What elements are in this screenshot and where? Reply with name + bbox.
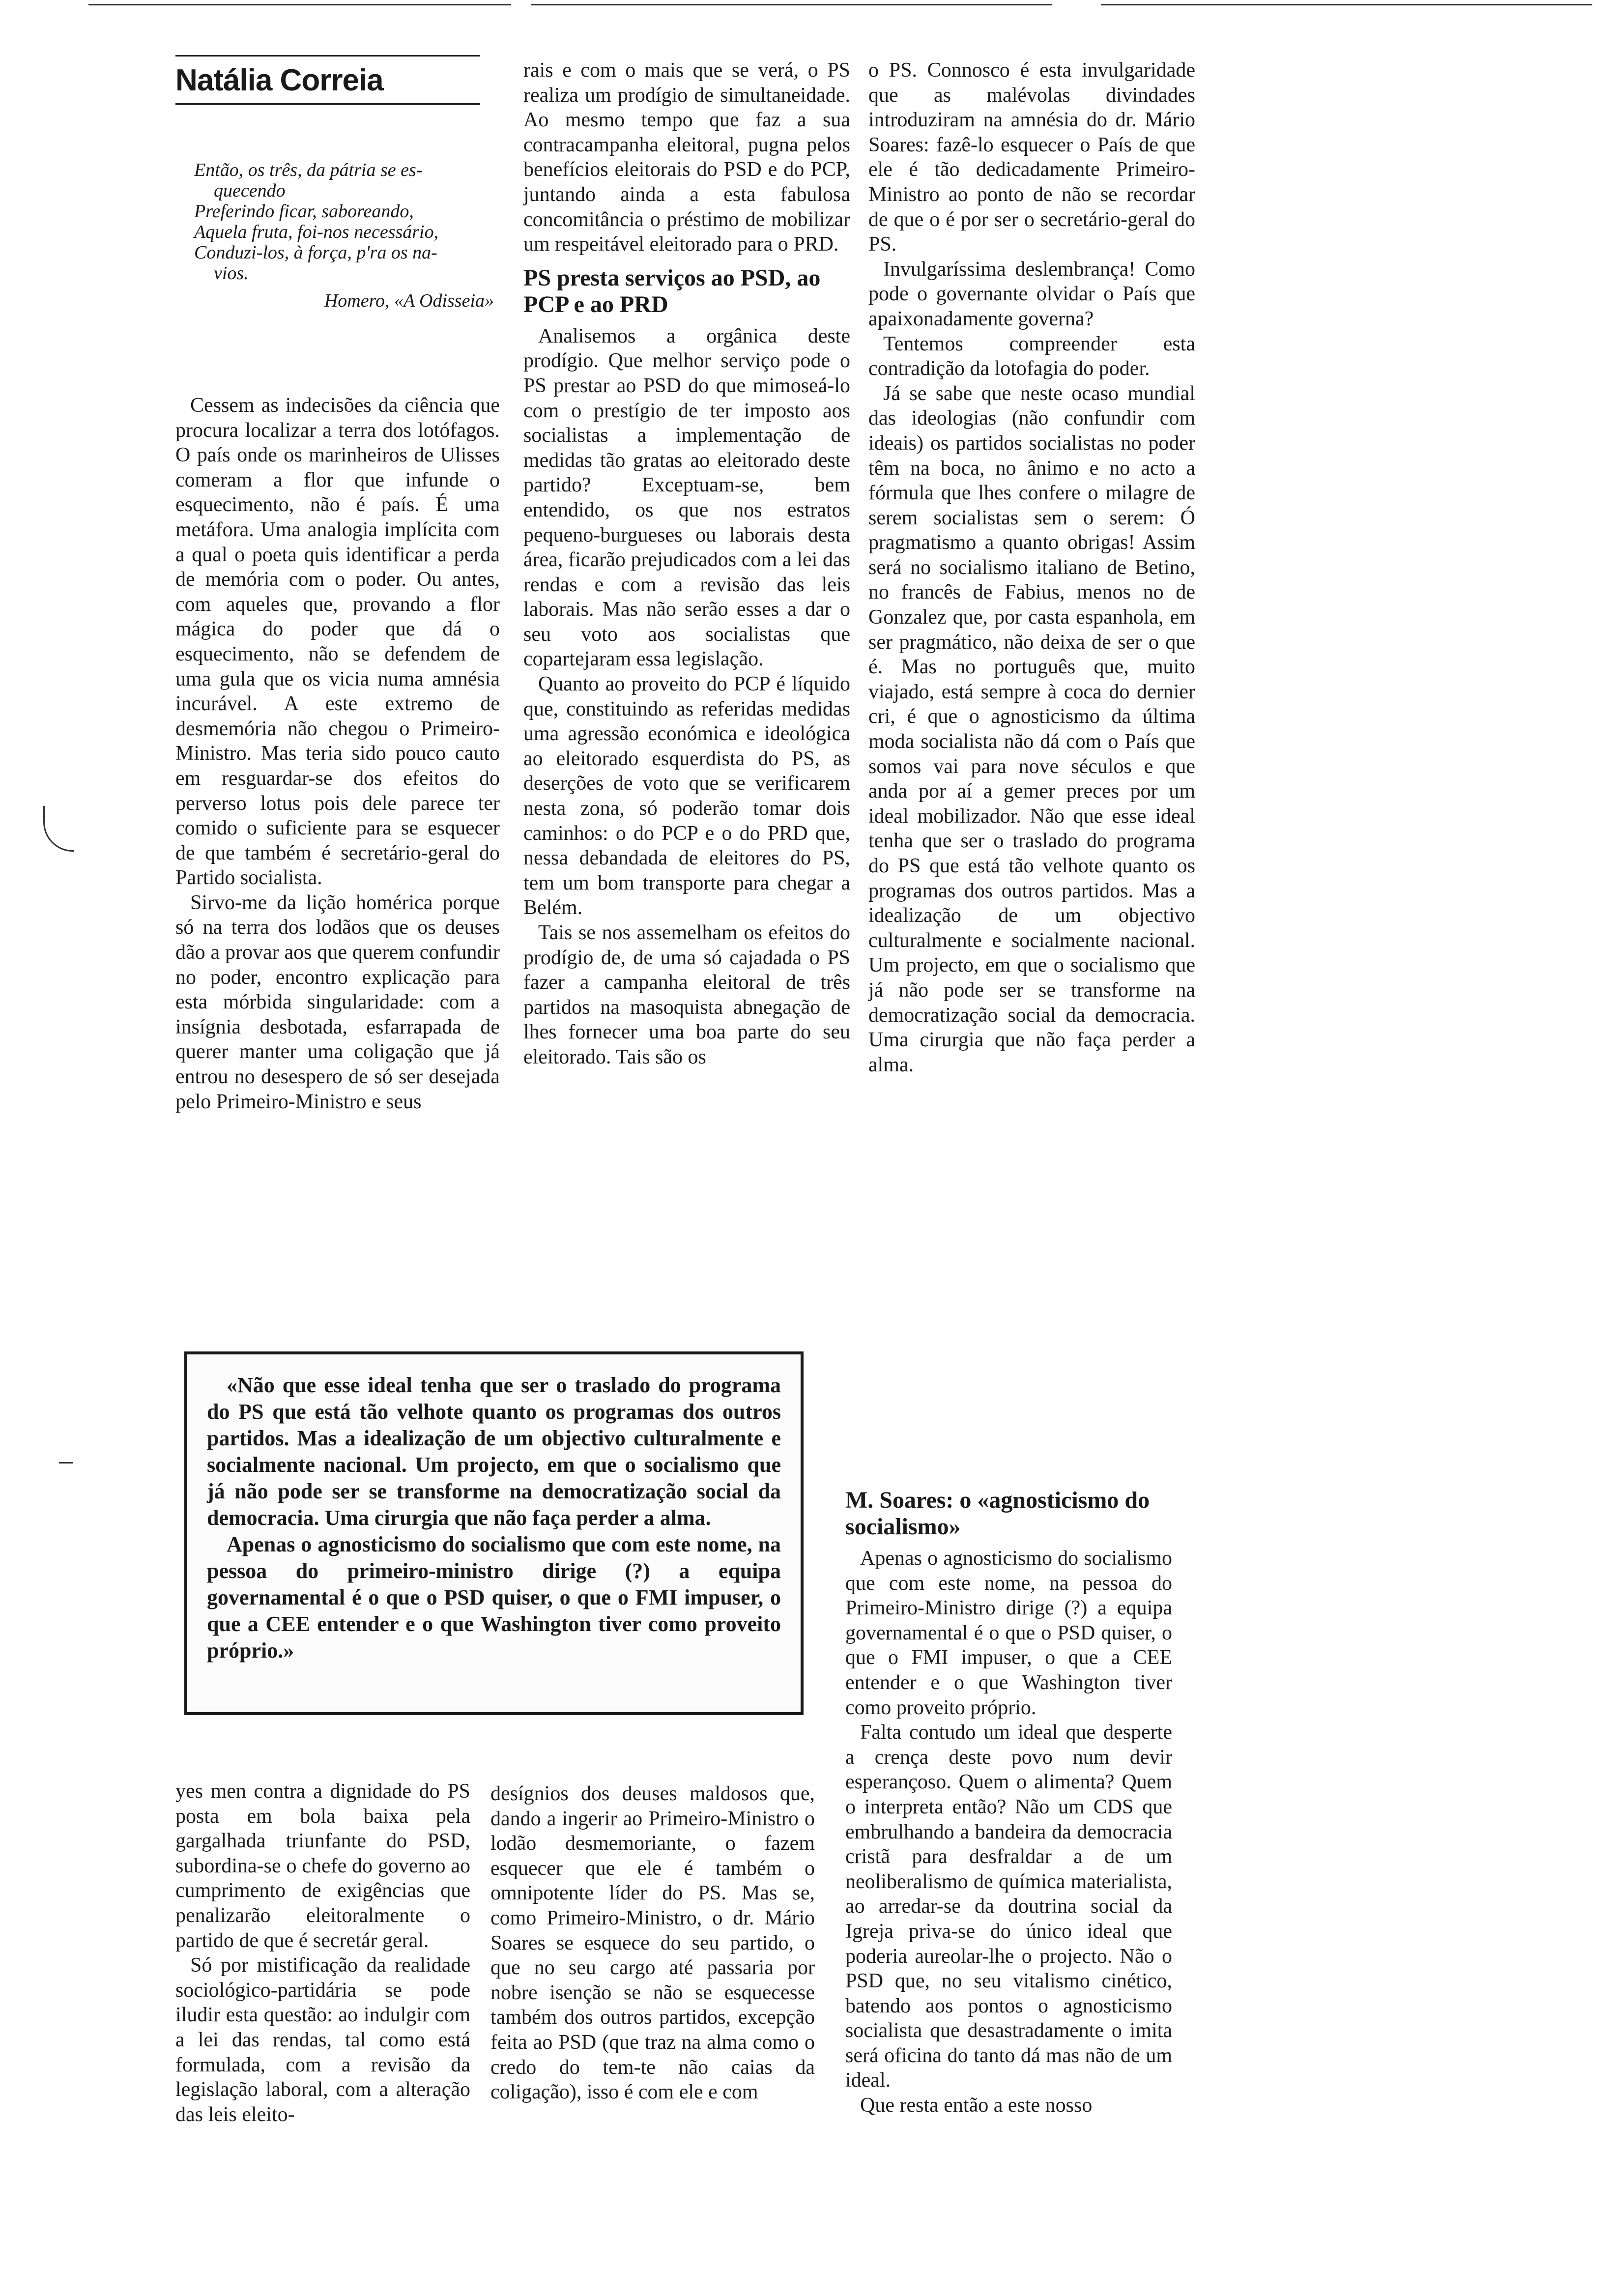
paragraph: Só por mistificação da realidade sociológico-partidária se pode iludir esta questão: ao indulgir com a lei das rendas, tal como está formulada, com a revisão da legislação laboral, com a alteração das leis eleito-: [175, 1954, 470, 2126]
pull-quote-box: [184, 1351, 804, 1715]
paragraph: Já se sabe que neste ocaso mundial das ideologias (não confundir com ideais) os partidos socialistas no poder têm na boca, no ânimo e no acto a fórmula que lhes confere o milagre de serem socialistas sem o serem: Ó pragmatismo a quanto obrigas! Assim será no socialismo italiano de Betino, no francês de Fabius, menos no de Gonzalez que, por casta espanhola, em ser pragmático, não deixa de ser o que é. Mas no português que, muito viajado, está sempre à coca do dernier cri, é que o agnosticismo da última moda socialista não dá com o País que somos vai para nove séculos e que anda por aí a gemer preces por um ideal mobilizador. Não que esse ideal tenha que ser o traslado do programa do PS que está tão velhote quanto os programas dos outros partidos. Mas a idealização de um objectivo culturalmente e socialmente nacional. Um projecto, em que o socialismo que já não pode ser se transforme na democratização social da democracia. Uma cirurgia que não faça perder a alma.: [868, 382, 1195, 1076]
epigraph-line: quecendo: [214, 180, 286, 201]
bottom-column-1: [175, 1779, 470, 2127]
epigraph-line: Conduzi-los, à força, p'ra os na-: [194, 242, 437, 263]
paragraph: Sirvo-me da lição homérica porque só na terra dos lodãos que os deuses dão a provar aos que querem confundir no poder, encontro explicação para esta mórbida singularidade: com a insígnia desbotada, esfarrapada de querer manter uma coligação que já entrou no desespero de só ser desejada pelo Primeiro-Ministro e seus: [175, 891, 500, 1113]
paragraph: Tais se nos assemelham os efeitos do prodígio de, de uma só cajadada o PS fazer a campanha eleitoral de três partidos na masoquista abnegação de lhes fornecer uma boa parte do seu eleitorado. Tais são os: [523, 921, 850, 1068]
top-rule-right: [1101, 4, 1592, 5]
column-2: [523, 58, 850, 1070]
subheading-agnosticismo: M. Soares: o «agnosticismo do socialismo»: [845, 1487, 1150, 1540]
paragraph: desígnios dos deuses maldosos que, dando a ingerir ao Primeiro-Ministro o lodão desmemoriante, o fazem esquecer que ele é também o omnipotente líder do PS. Mas se, como Primeiro-Ministro, o dr. Mário Soares se esquece do seu partido, o que no seu cargo até passaria por nobre isenção se não se esquecesse também dos outros partidos, excepção feita ao PSD (que traz na alma como o credo do tem-te não caias da coligação), isso é com ele e com: [490, 1782, 815, 2104]
paragraph: yes men contra a dignidade do PS posta em bola baixa pela gargalhada triunfante do PSD, subordina-se o chefe do governo ao cumprimento de exigências que penalizarão eleitoralmente o partido de que é secretár geral.: [175, 1780, 470, 1952]
paragraph: Que resta então a este nosso: [860, 2094, 1093, 2117]
author-name: Natália Correia: [175, 63, 383, 97]
paragraph: Quanto ao proveito do PCP é líquido que, constituindo as referidas medidas uma agressão económica e ideológica ao eleitorado esquerdista do PS, as deserções de voto que se verificarem nesta zona, só poderão tomar dois caminhos: o do PCP e o do PRD que, nessa debandada de eleitores do PS, tem um bom transporte para chegar a Belém.: [523, 673, 850, 919]
bottom-column-2: [490, 1781, 815, 2105]
column-3: [868, 58, 1195, 1077]
margin-mark: [43, 806, 74, 852]
paragraph: Analisemos a orgânica deste prodígio. Que melhor serviço pode o PS prestar ao PSD do que mimoseá-lo com o prestígio de ter imposto aos socialistas a implementação de medidas tão gratas ao eleitorado deste partido? Exceptuam-se, bem entendido, os que nos estratos pequeno-burgueses ou laborais desta área, ficarão prejudicados com a lei das rendas e com a revisão das leis laborais. Mas não serão esses a dar o seu voto aos socialistas que copartejaram essa legislação.: [523, 324, 850, 671]
top-rule-left: [88, 4, 511, 5]
paragraph: Cessem as indecisões da ciência que procura localizar a terra dos lotófagos. O país onde os marinheiros de Ulisses comeram a flor que infunde o esquecimento, não é país. É uma metáfora. Uma analogia implícita com a qual o poeta quis identificar a perda de memória com o poder. Ou antes, com aqueles que, provando a flor mágica do poder que dá o esquecimento, não se defendem de uma gula que os vicia numa amnésia incurável. A este extremo de desmemória não chegou o Primeiro-Ministro. Mas teria sido pouco cauto em resguardar-se dos efeitos do perverso lotus pois dele parece ter comido o suficiente para se esquecer de que também é secretário-geral do Partido socialista.: [175, 394, 500, 890]
paragraph: Tentemos compreender esta contradição da lotofagia do poder.: [868, 332, 1195, 380]
column-1: [175, 393, 500, 1114]
epigraph-attribution: Homero, «A Odisseia»: [324, 290, 494, 311]
subheading-ps-presta: PS presta serviços ao PSD, ao PCP e ao PRD: [523, 264, 821, 317]
pull-quote-paragraph: Apenas o agnosticismo do socialismo que com este nome, na pessoa do primeiro-ministro dirige (?) a equipa governamental é o que o PSD quiser, o que o FMI impuser, o que a CEE entender e o que Washington tiver como proveito próprio.»: [207, 1532, 781, 1663]
column-3-lower: [845, 1479, 1172, 2118]
margin-dash: [59, 1462, 73, 1464]
epigraph-line: Aquela fruta, foi-nos necessário,: [194, 222, 439, 242]
epigraph: [194, 160, 494, 311]
epigraph-line: vios.: [214, 263, 249, 284]
paragraph: Invulgaríssima deslembrança! Como pode o governante olvidar o País que apaixonadamente governa?: [868, 258, 1195, 330]
pull-quote-paragraph: «Não que esse ideal tenha que ser o traslado do programa do PS que está tão velhote quanto os programas dos outros partidos. Mas a idealização de um objectivo culturalmente e socialmente nacional. Um projecto, em que o socialismo que já não pode ser se transforme na democratização social da democracia. Uma cirurgia que não faça perder a alma.: [207, 1373, 781, 1530]
paragraph: rais e com o mais que se verá, o PS realiza um prodígio de simultaneidade. Ao mesmo tempo que faz a sua contracampanha eleitoral, pugna pelos benefícios eleitorais do PSD e do PCP, juntando ainda a esta fabulosa concomitância o préstimo de mobilizar um respeitável eleitorado para o PRD.: [523, 59, 850, 256]
epigraph-line: Então, os três, da pátria se es-: [194, 160, 423, 180]
author-rule-top: [175, 55, 480, 57]
paragraph: Falta contudo um ideal que desperte a crença deste povo num devir esperançoso. Quem o alimenta? Quem o interpreta então? Não um CDS que embrulhando a bandeira da democracia cristã para desfraldar a de um neoliberalismo de química materialista, ao arredar-se da doutrina social da Igreja priva-se do único ideal que poderia aureolar-lhe o projecto. Não o PSD que, no seu vitalismo cinético, batendo aos pontos o agnosticismo socialista que desastradamente o imita será oficina do tanto dá mas não de um ideal.: [845, 1721, 1172, 2092]
author-rule-bottom: [175, 103, 480, 105]
top-rule-middle: [531, 4, 1052, 5]
paragraph: o PS. Connosco é esta invulgaridade que as malévolas divindades introduziram na amnésia do dr. Mário Soares: fazê-lo esquecer o País de que ele é tão dedicadamente Primeiro-Ministro ao ponto de não se recordar de que o é por ser o secretário-geral do PS.: [868, 59, 1195, 256]
paragraph: Apenas o agnosticismo do socialismo que com este nome, na pessoa do Primeiro-Ministro dirige (?) a equipa governamental é o que o PSD quiser, o que o FMI impuser, o que a CEE entender e o que Washington tiver como proveito próprio.: [845, 1547, 1172, 1719]
epigraph-line: Preferindo ficar, saboreando,: [194, 201, 414, 222]
